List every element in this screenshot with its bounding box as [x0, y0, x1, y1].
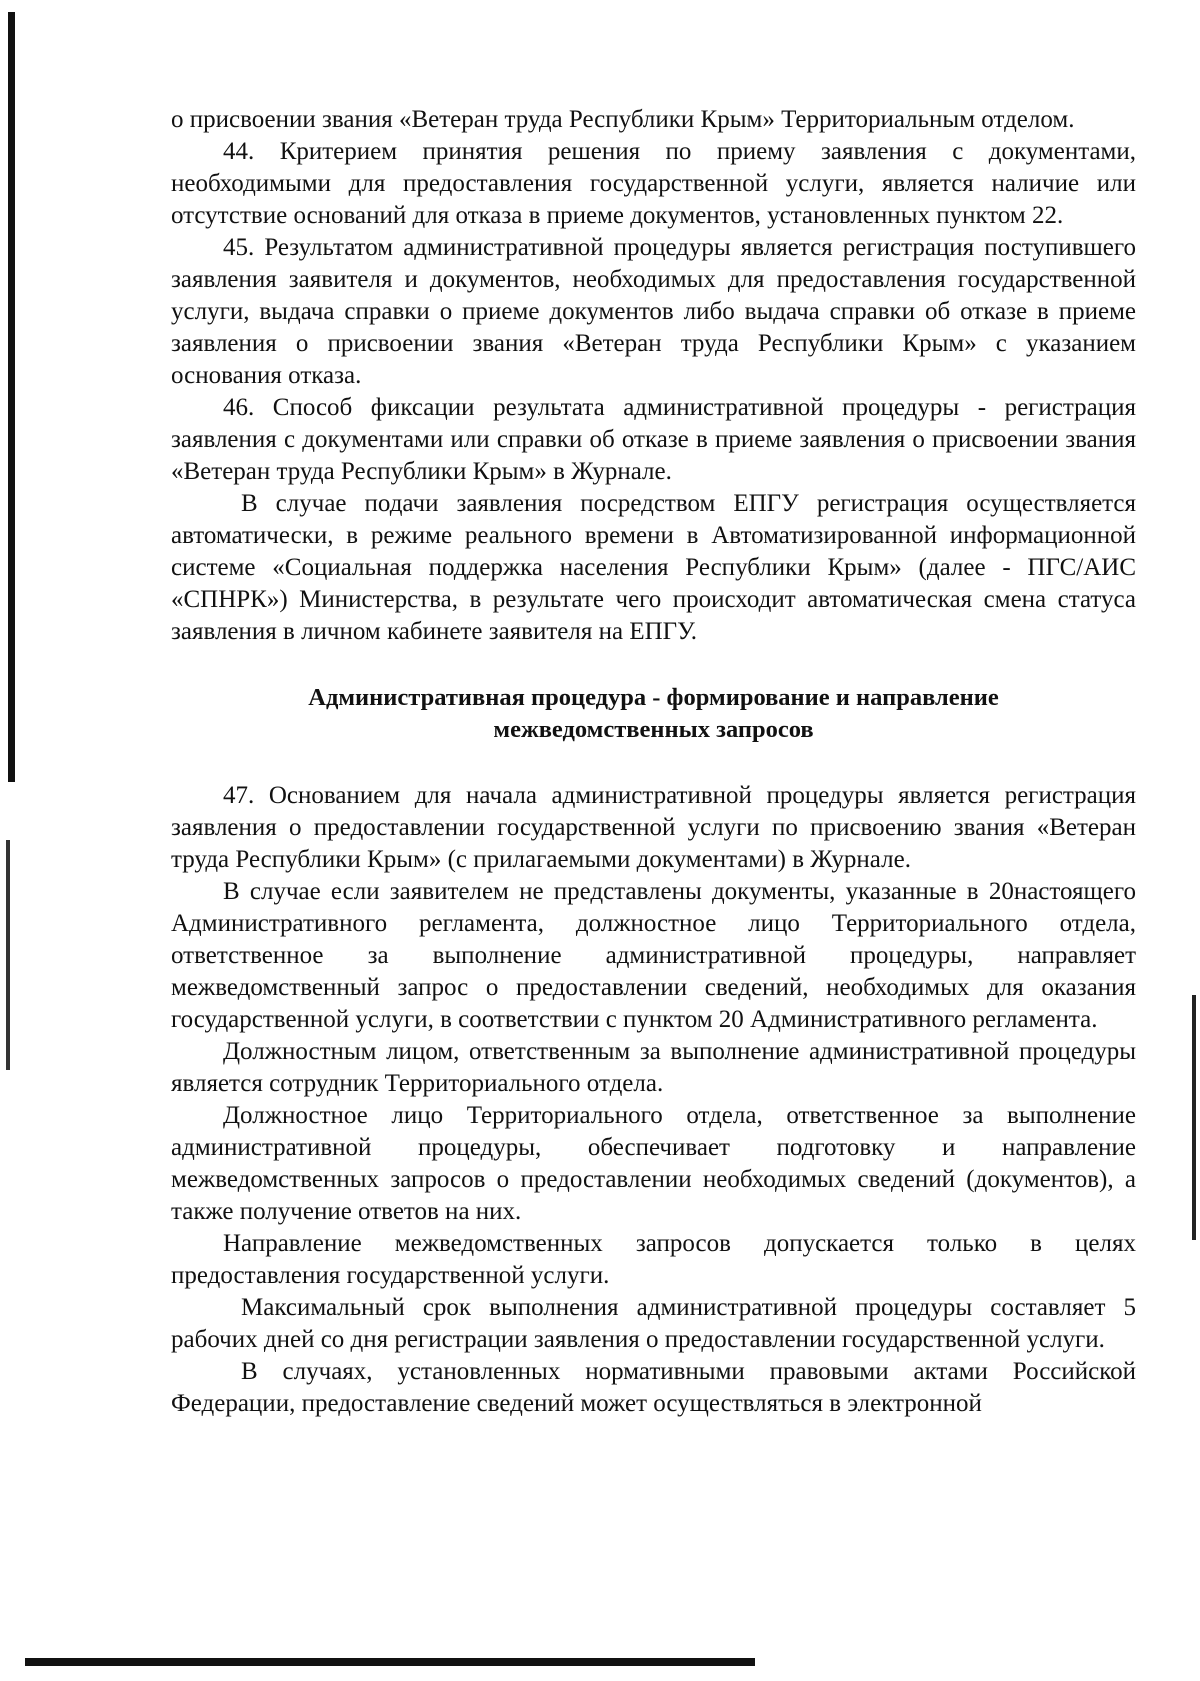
paragraph-max-term: Максимальный срок выполнения административной процедуры составляет 5 рабочих дней со дня регистрации заявления о предоставлении государственной услуги. [171, 1294, 1136, 1353]
scan-edge-left [8, 12, 15, 782]
section-heading [171, 682, 1136, 746]
section-heading-line1: Административная процедура - формирование и направление [308, 684, 999, 711]
paragraph-official-duties: Должностное лицо Территориального отдела, ответственное за выполнение административной процедуры, обеспечивает подготовку и направление межведомственных запросов о предоставлении необходимых сведений (документов), а также получение ответов на них. [171, 1102, 1136, 1225]
paragraph-missing-documents: В случае если заявителем не представлены документы, указанные в 20настоящего Административного регламента, должностное лицо Территориального отдела, ответственное за выполнение административной процедуры, направляет межведомственный запрос о предоставлении сведений, необходимых для оказания государственной услуги, в соответствии с пунктом 20 Административного регламента. [171, 878, 1136, 1033]
scan-edge-bottom [25, 1658, 755, 1666]
paragraph-responsible-official: Должностным лицом, ответственным за выполнение административной процедуры является сотрудник Территориального отдела. [171, 1038, 1136, 1097]
document-page [171, 104, 1136, 1420]
paragraph-electronic-form: В случаях, установленных нормативными правовыми актами Российской Федерации, предоставление сведений может осуществляться в электронной [171, 1358, 1136, 1417]
paragraph-47: 47. Основанием для начала административной процедуры является регистрация заявления о предоставлении государственной услуги по присвоению звания «Ветеран труда Республики Крым» (с прилагаемыми документами) в Журнале. [171, 782, 1136, 873]
paragraph-epgu: В случае подачи заявления посредством ЕПГУ регистрация осуществляется автоматически, в режиме реального времени в Автоматизированной информационной системе «Социальная поддержка населения Республики Крым» (далее - ПГС/АИС «СПНРК») Министерства, в результате чего происходит автоматическая смена статуса заявления в личном кабинете заявителя на ЕПГУ. [171, 490, 1136, 645]
scan-edge-right [1192, 995, 1196, 1240]
paragraph-46: 46. Способ фиксации результата административной процедуры - регистрация заявления с документами или справки об отказе в приеме заявления о присвоении звания «Ветеран труда Республики Крым» в Журнале. [171, 394, 1136, 485]
section-heading-line2: межведомственных запросов [493, 716, 814, 743]
scan-edge-left-lower [6, 840, 10, 1070]
paragraph-45: 45. Результатом административной процедуры является регистрация поступившего заявления заявителя и документов, необходимых для предоставления государственной услуги, выдача справки о приеме документов либо выдача справки об отказе в приеме заявления о присвоении звания «Ветеран труда Республики Крым» с указанием основания отказа. [171, 234, 1136, 389]
paragraph-continuation: о присвоении звания «Ветеран труда Республики Крым» Территориальным отделом. [171, 106, 1075, 133]
paragraph-44: 44. Критерием принятия решения по приему заявления с документами, необходимыми для предоставления государственной услуги, является наличие или отсутствие оснований для отказа в приеме документов, установленных пунктом 22. [171, 138, 1136, 229]
paragraph-request-purpose: Направление межведомственных запросов допускается только в целях предоставления государственной услуги. [171, 1230, 1136, 1289]
